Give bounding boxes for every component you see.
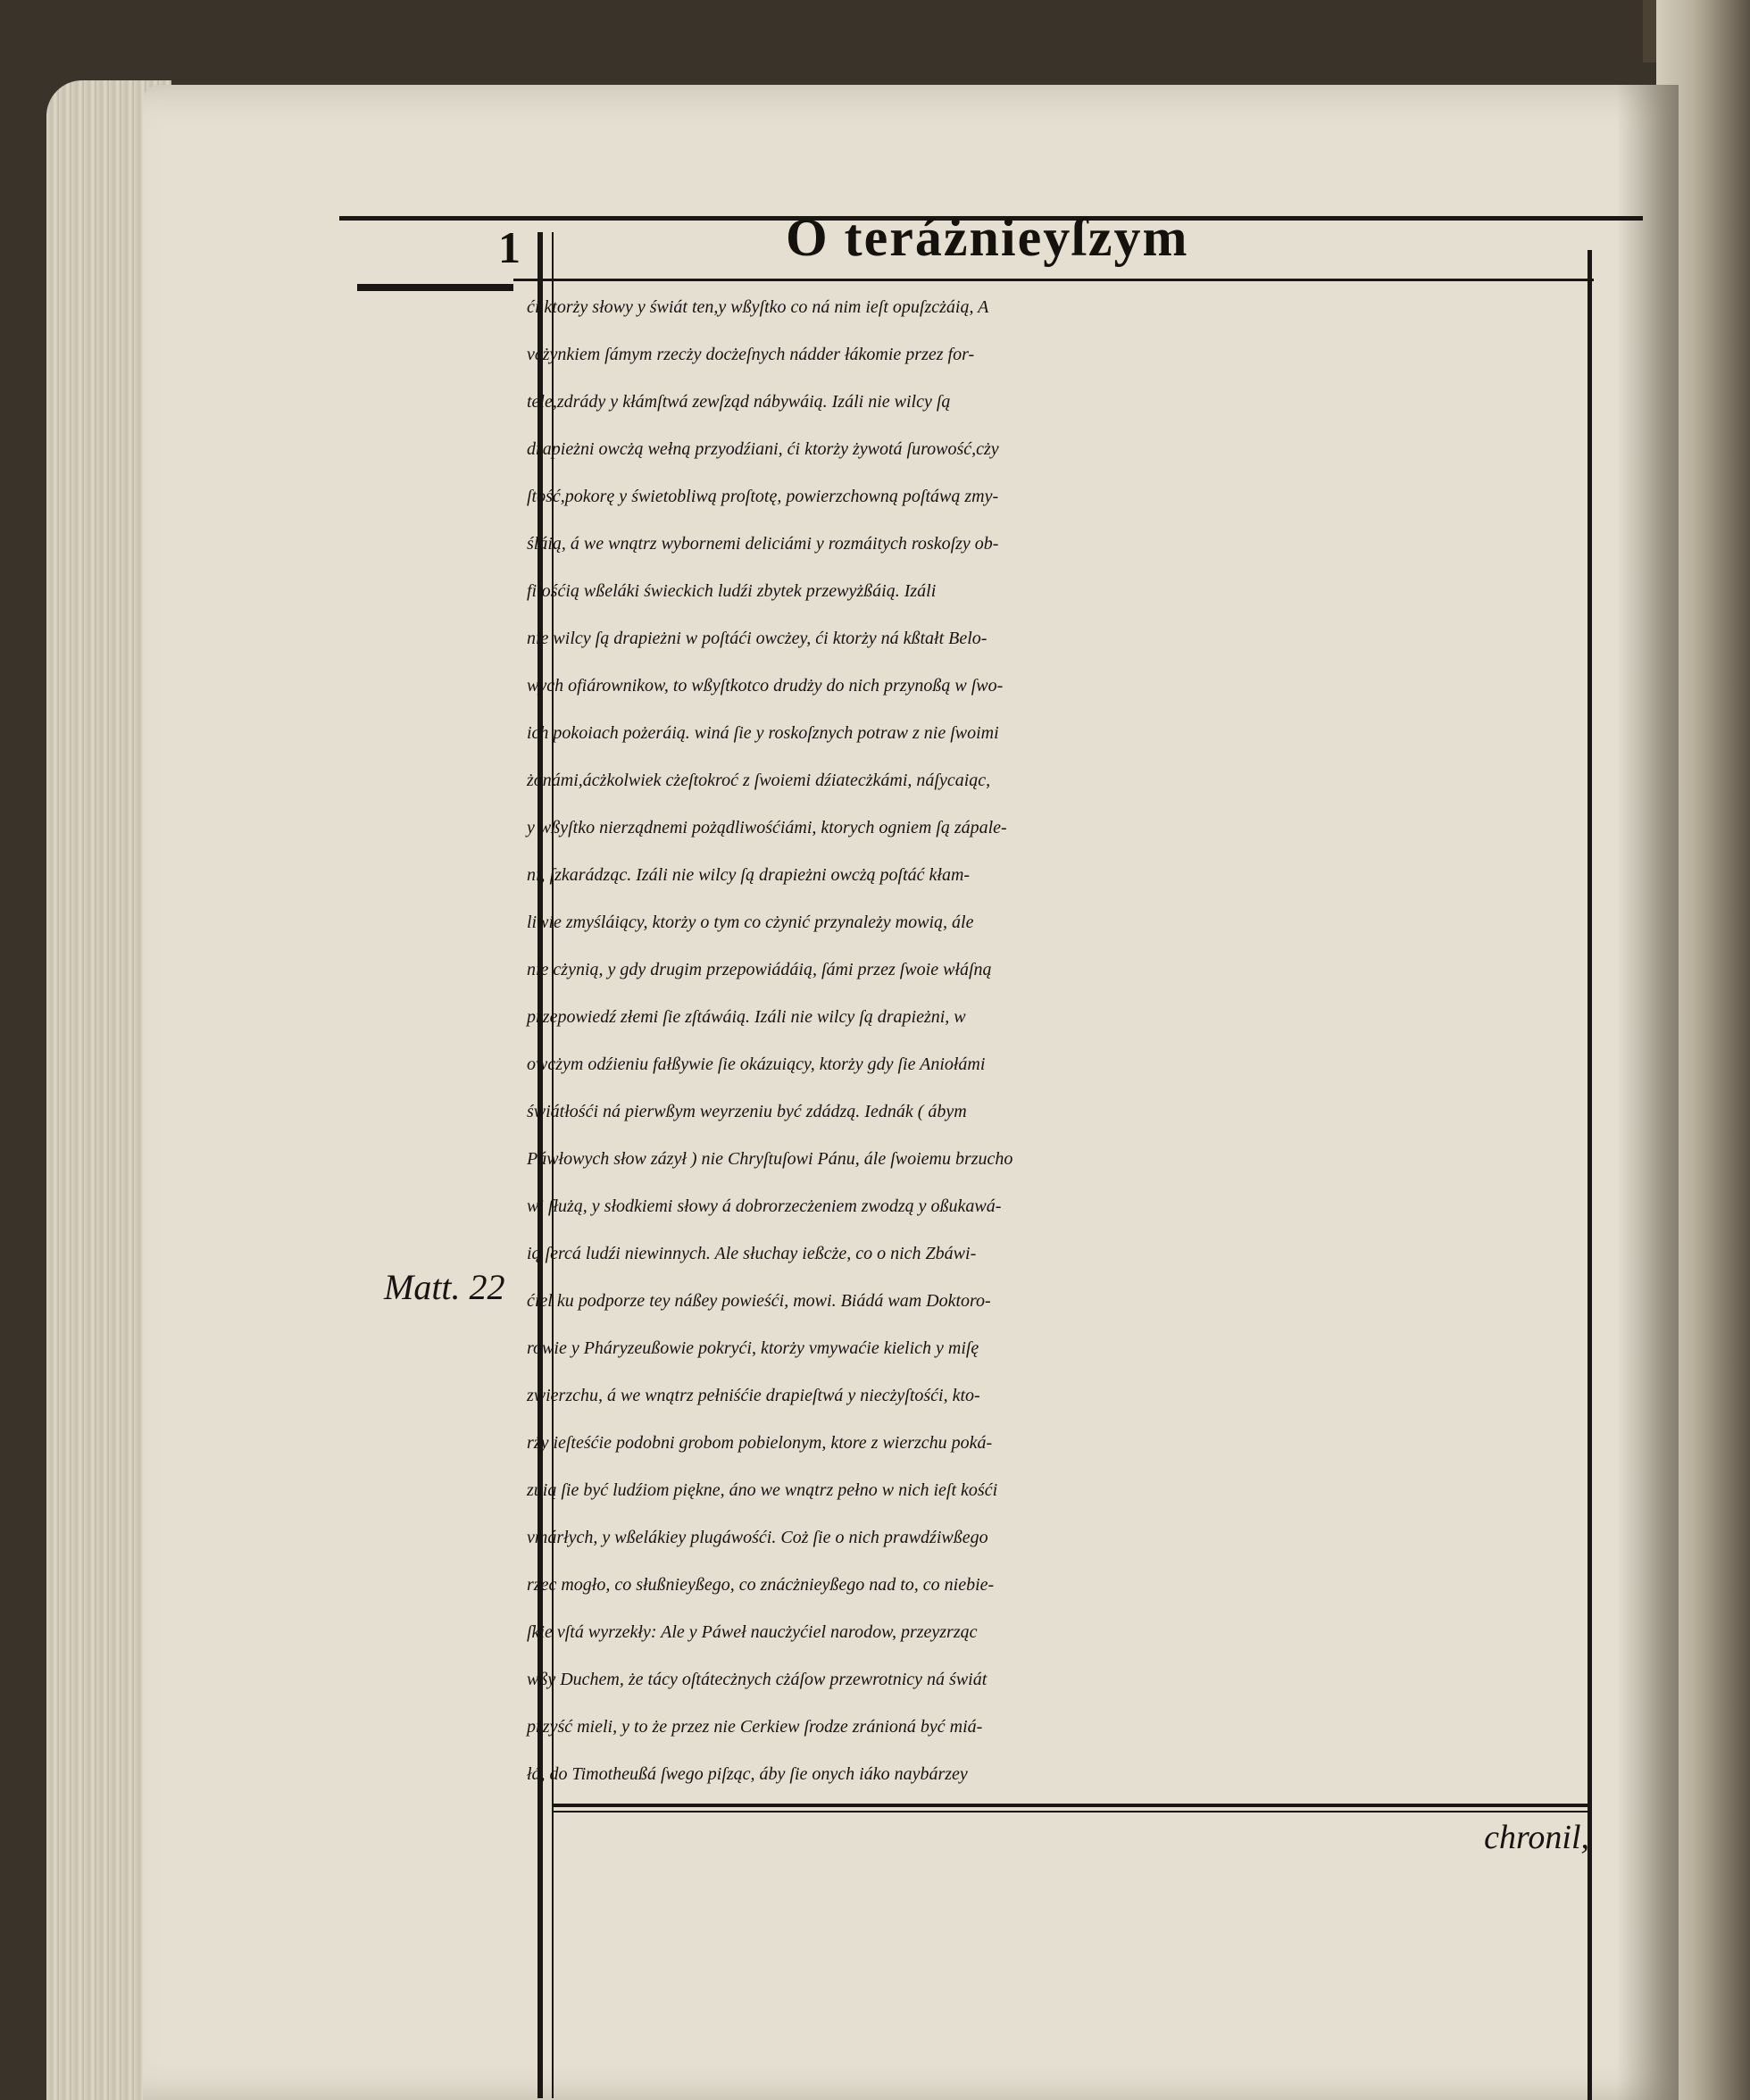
text-line: przyść mieli, y to że przez nie Cerkiew ſrodze zránioná być miá- bbox=[527, 1717, 983, 1737]
text-line: owcżym odźieniu fałßywie ſie okázuiący, ktorży gdy ſie Aniołámi bbox=[527, 1054, 986, 1074]
bottom-rule-thin bbox=[554, 1811, 1589, 1812]
text-line: rzec mogło, co słußnieyßego, co znácżnieyßego nad to, co niebie- bbox=[527, 1575, 995, 1595]
gutter-shadow bbox=[1616, 85, 1679, 2100]
main-text-block bbox=[527, 284, 1589, 1811]
text-line: ią ſercá ludźi niewinnych. Ale słuchay ießcże, co o nich Zbáwi- bbox=[527, 1244, 977, 1263]
text-line: y wßyſtko nierządnemi pożądliwośćiámi, ktorych ogniem ſą zápale- bbox=[527, 818, 1007, 838]
text-line: przepowiedź złemi ſie zſtáwáią. Izáli nie wilcy ſą drapieżni, w bbox=[527, 1007, 966, 1027]
text-line: ćiel ku podporze tey náßey powieśći, mowi. Biádá wam Doktoro- bbox=[527, 1291, 991, 1311]
text-line: łá, do Timotheußá ſwego piſząc, áby ſie onych iáko naybárzey bbox=[527, 1764, 968, 1784]
text-line: ſtość,pokorę y świetobliwą proſtotę, powierzchowną poſtáwą zmy- bbox=[527, 487, 999, 506]
text-line: nie cżynią, y gdy drugim przepowiádáią, ſámi przez ſwoie włáſną bbox=[527, 960, 992, 979]
text-line: vmárłych, y wßelákiey plugáwośći. Coż ſie o nich prawdźiwßego bbox=[527, 1528, 988, 1547]
text-line: zuią ſie być ludźiom piękne, áno we wnątrz pełno w nich ieſt kośći bbox=[527, 1480, 998, 1500]
text-line: ſkie vſtá wyrzekły: Ale y Páweł naucżyćiel narodow, przeyzrząc bbox=[527, 1622, 978, 1642]
header-underline-rule bbox=[513, 279, 1594, 281]
text-line: rowie y Pháryzeußowie pokryći, ktorży vmywaćie kielich y miſę bbox=[527, 1338, 979, 1358]
text-line: ći ktorży słowy y świát ten,y wßyſtko co ná nim ieſt opuſzcżáią, A bbox=[527, 297, 989, 317]
page-number-mark: 1 bbox=[498, 222, 521, 272]
text-line: tele,zdrády y kłámſtwá zewſząd nábywáią. Izáli nie wilcy ſą bbox=[527, 392, 951, 412]
text-line: drapieżni owcżą wełną przyodźiani, ći ktorży żywotá ſurowość,cży bbox=[527, 439, 999, 459]
text-line: ich pokoiach pożeráią. winá ſie y roskoſznych potraw z nie ſwoimi bbox=[527, 723, 999, 743]
running-head: O teráżnieyſzym bbox=[786, 208, 1189, 267]
text-line: fitośćią wßeláki świeckich ludźi zbytek przewyżßáią. Izáli bbox=[527, 581, 937, 601]
text-line: Páwłowych słow zázył ) nie Chryſtuſowi Pánu, ále ſwoiemu brzucho bbox=[527, 1149, 1013, 1169]
text-line: żonámi,ácżkolwiek cżeſtokroć z ſwoiemi dźiatecżkámi, náſycaiąc, bbox=[527, 771, 991, 790]
text-line: śláią, á we wnątrz wybornemi deliciámi y rozmáitych roskoſzy ob- bbox=[527, 534, 999, 554]
margin-column-rule bbox=[357, 284, 513, 291]
text-line: zwierzchu, á we wnątrz pełniśćie drapieſtwá y niecżyſtośći, kto- bbox=[527, 1386, 980, 1405]
text-line: nie wilcy ſą drapieżni w poſtáći owcżey, ći ktorży ná kßtałt Belo- bbox=[527, 629, 988, 648]
text-line: vcżynkiem ſámym rzecży docżeſnych nádder łákomie przez for- bbox=[527, 345, 975, 364]
catchword: chronil, bbox=[1484, 1819, 1589, 1856]
text-line: rży ieſteśćie podobni grobom pobielonym, ktore z wierzchu poká- bbox=[527, 1433, 993, 1453]
text-line: wi ſłużą, y słodkiemi słowy á dobrorzecżeniem zwodzą y oßukawá- bbox=[527, 1196, 1002, 1216]
text-line: wßy Duchem, że tácy oſtátecżnych cżáſow przewrotnicy ná świát bbox=[527, 1670, 988, 1689]
margin-note: Matt. 22 bbox=[384, 1267, 505, 1307]
text-line: świátłośći ná pierwßym weyrzeniu być zdádzą. Iednák ( ábym bbox=[527, 1102, 967, 1121]
text-line: ni, ſzkarádząc. Izáli nie wilcy ſą drapieżni owcżą poſtáć kłam- bbox=[527, 865, 971, 885]
text-line: liwie zmyśláiący, ktorży o tym co cżynić przynależy mowią, ále bbox=[527, 912, 974, 932]
text-line: wych ofiárownikow, to wßyſtkotco drudży do nich przynoßą w ſwo- bbox=[527, 676, 1004, 696]
